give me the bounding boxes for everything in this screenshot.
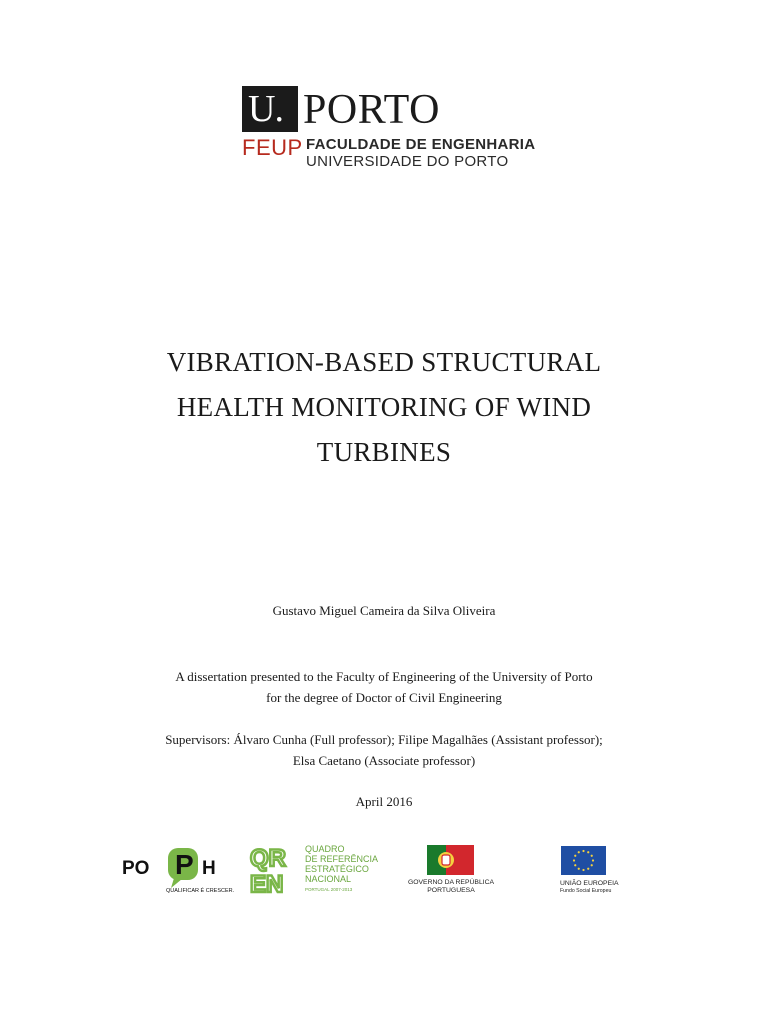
eu-star-icon <box>578 868 580 870</box>
portugal-flag-icon <box>405 842 497 898</box>
governo-line: PORTUGUESA <box>427 887 475 894</box>
eu-star-icon <box>574 855 576 857</box>
eu-star-icon <box>591 855 593 857</box>
poph-word-right: H <box>202 858 216 879</box>
eu-star-icon <box>592 859 594 861</box>
eu-line: UNIÃO EUROPEIA <box>560 880 619 887</box>
title-line: VIBRATION-BASED STRUCTURAL <box>166 347 602 377</box>
supervisors-line: Supervisors: Álvaro Cunha (Full professor); Filipe Magalhães (Assistant professor); <box>165 732 603 747</box>
qren-logo-graphic <box>250 842 380 898</box>
author-name: Gustavo Miguel Cameira da Silva Oliveira <box>272 603 496 618</box>
eu-line: Fundo Social Europeu <box>560 888 612 894</box>
eu-star-icon <box>574 864 576 866</box>
qren-text-line: QUADRO <box>305 844 345 854</box>
eu-star-icon <box>573 859 575 861</box>
speech-bubble-icon <box>168 848 198 888</box>
eu-star-icon <box>591 864 593 866</box>
uporto-logo-word: PORTO <box>303 87 440 133</box>
thesis-title <box>100 340 668 475</box>
title-line: TURBINES <box>316 437 452 467</box>
qren-text-line: ESTRATÉGICO <box>305 864 369 874</box>
eu-star-icon <box>587 851 589 853</box>
supervisors <box>60 729 708 771</box>
dissertation-statement <box>60 666 708 708</box>
governo-portugal-logo <box>405 842 497 898</box>
poph-tagline: QUALIFICAR É CRESCER. <box>166 888 235 894</box>
poph-logo-graphic <box>122 842 235 898</box>
supervisors-line: Elsa Caetano (Associate professor) <box>292 753 476 768</box>
eu-flag-icon <box>558 842 624 898</box>
poph-logo <box>122 842 235 898</box>
eu-star-icon <box>582 869 584 871</box>
eu-star-icon <box>587 868 589 870</box>
title-line: HEALTH MONITORING OF WIND <box>176 392 592 422</box>
svg-text:P: P <box>175 849 194 880</box>
qren-text-line: PORTUGAL 2007-2013 <box>305 887 353 892</box>
eu-star-icon <box>578 851 580 853</box>
poph-word-left: PO <box>122 858 150 879</box>
qren-logo <box>250 842 380 898</box>
eu-star-icon <box>582 850 584 852</box>
qren-letters-top: QR <box>250 845 286 872</box>
uporto-logo-box: U. <box>242 86 298 132</box>
qren-text-line: DE REFERÊNCIA <box>305 854 379 864</box>
uporto-feup-logo <box>242 86 536 176</box>
faculty-name: FACULDADE DE ENGENHARIA <box>306 136 536 153</box>
university-name: UNIVERSIDADE DO PORTO <box>306 153 509 170</box>
qren-text-line: NACIONAL <box>305 874 352 884</box>
governo-line: GOVERNO DA REPÚBLICA <box>407 879 495 886</box>
eu-logo <box>558 842 624 898</box>
dissertation-line: A dissertation presented to the Faculty of Engineering of the University of Porto <box>175 669 593 684</box>
qren-letters-bottom: EN <box>250 871 284 898</box>
publication-date: April 2016 <box>355 794 413 809</box>
feup-abbreviation: FEUP <box>242 135 303 160</box>
dissertation-line: for the degree of Doctor of Civil Engineering <box>266 690 502 705</box>
